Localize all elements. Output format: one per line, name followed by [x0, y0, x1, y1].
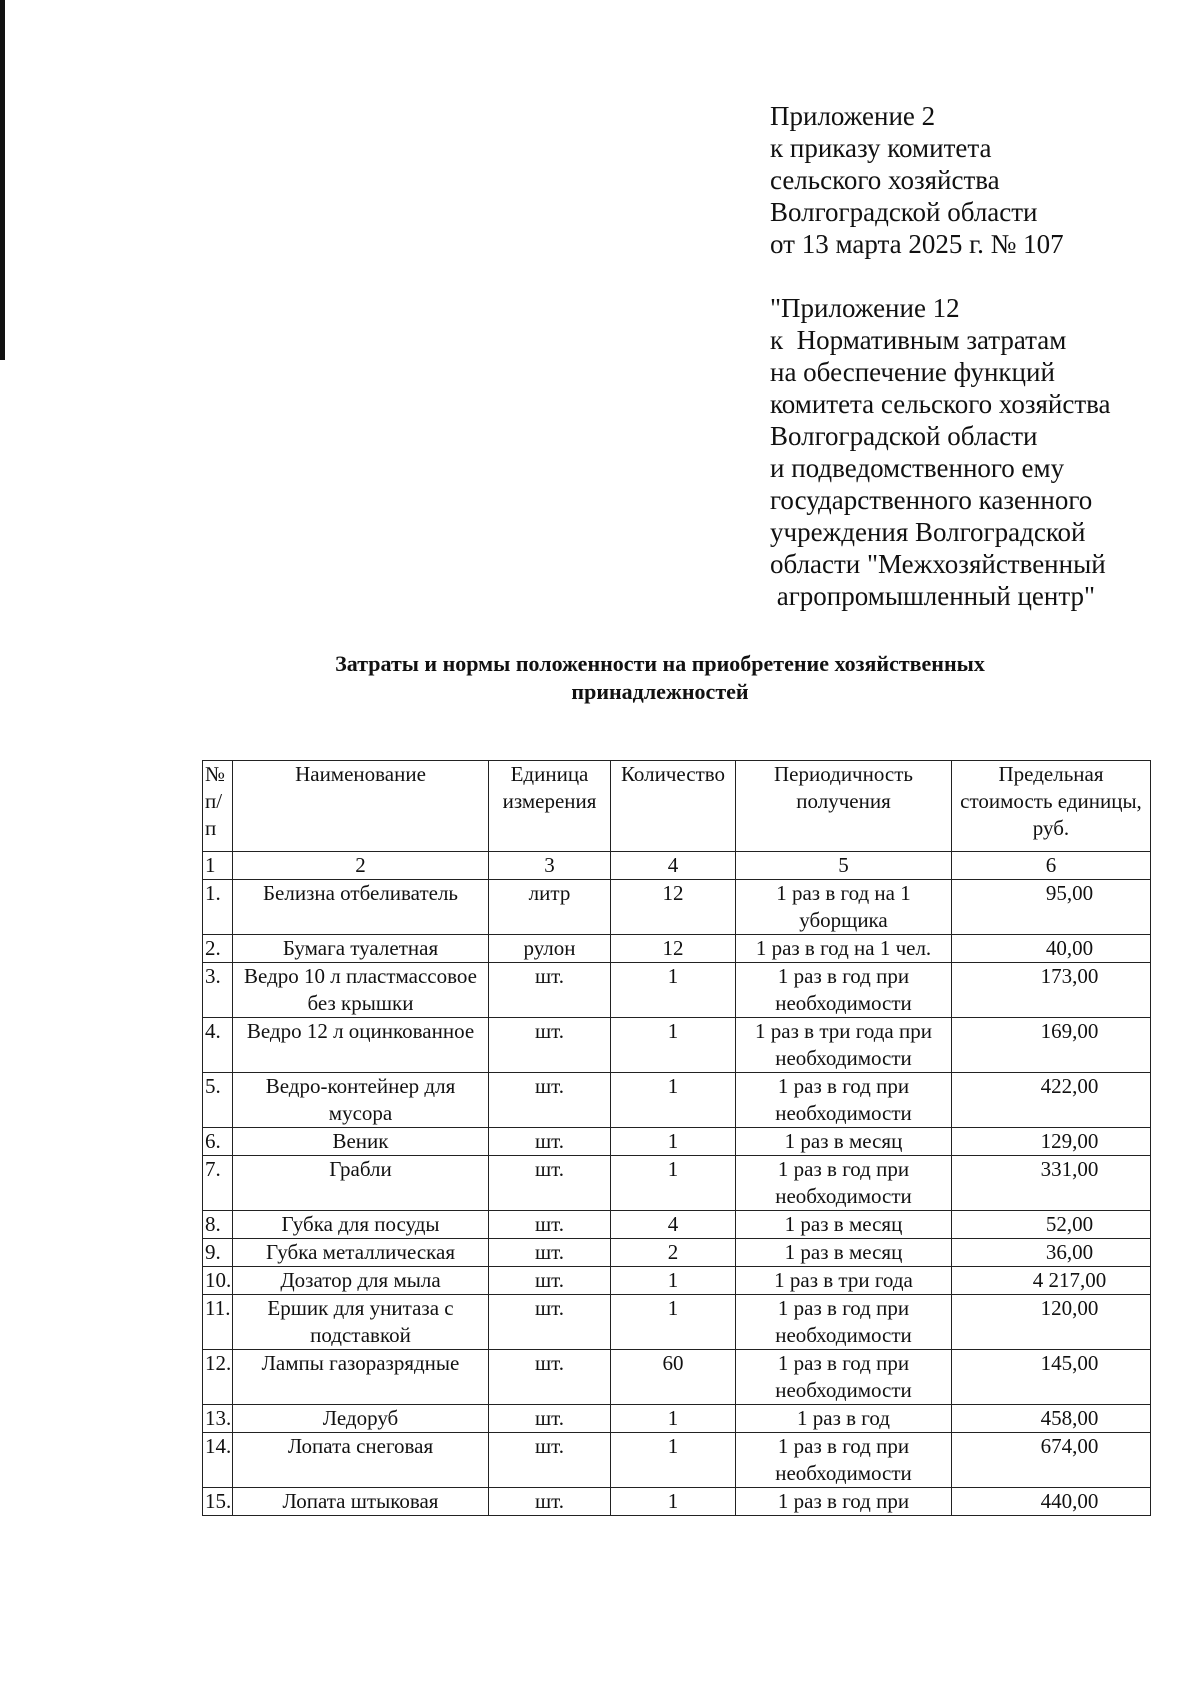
- cell-period: 1 раз в год при необходимости: [736, 1156, 952, 1211]
- cell-period: 1 раз в год на 1 уборщика: [736, 880, 952, 935]
- cell-price: 458,00: [952, 1405, 1151, 1433]
- cell-name: Грабли: [233, 1156, 489, 1211]
- cell-num: 7.: [203, 1156, 233, 1211]
- cell-name: Лопата штыковая: [233, 1488, 489, 1516]
- appendix-header-2-line: на обеспечение функций: [770, 357, 1055, 387]
- cell-qty: 4: [611, 1211, 736, 1239]
- cell-num: 8.: [203, 1211, 233, 1239]
- cell-unit: шт.: [489, 1018, 611, 1073]
- table-row: [203, 1433, 1151, 1488]
- header-period: Периодичность получения: [736, 761, 952, 852]
- index-cell: 2: [233, 852, 489, 880]
- cell-price: 422,00: [952, 1073, 1151, 1128]
- table-row: [203, 1211, 1151, 1239]
- cell-unit: литр: [489, 880, 611, 935]
- appendix-header-2-line: комитета сельского хозяйства: [770, 389, 1111, 419]
- appendix-block: [770, 100, 1190, 612]
- cell-unit: шт.: [489, 1295, 611, 1350]
- cell-unit: шт.: [489, 1405, 611, 1433]
- cell-unit: шт.: [489, 1128, 611, 1156]
- cell-price: 674,00: [952, 1433, 1151, 1488]
- document-title-line-2: принадлежностей: [571, 679, 749, 704]
- cell-period: 1 раз в год при: [736, 1488, 952, 1516]
- cell-num: 9.: [203, 1239, 233, 1267]
- appendix-header-2-line: "Приложение 12: [770, 293, 960, 323]
- cell-price: 52,00: [952, 1211, 1151, 1239]
- header-name: Наименование: [233, 761, 489, 852]
- appendix-header-1-line: Приложение 2: [770, 101, 936, 131]
- cell-period: 1 раз в год при необходимости: [736, 1073, 952, 1128]
- appendix-header-1-line: к приказу комитета: [770, 133, 992, 163]
- header-price: Предельная стоимость единицы, руб.: [952, 761, 1151, 852]
- cell-period: 1 раз в год: [736, 1405, 952, 1433]
- cell-unit: рулон: [489, 935, 611, 963]
- cell-price: 120,00: [952, 1295, 1151, 1350]
- cell-qty: 60: [611, 1350, 736, 1405]
- cell-name: Ведро 10 л пластмассовое без крышки: [233, 963, 489, 1018]
- cell-qty: 12: [611, 880, 736, 935]
- cell-unit: шт.: [489, 1073, 611, 1128]
- cell-period: 1 раз в год на 1 чел.: [736, 935, 952, 963]
- cell-period: 1 раз в месяц: [736, 1239, 952, 1267]
- cell-price: 173,00: [952, 963, 1151, 1018]
- document-title-line-1: Затраты и нормы положенности на приобретение хозяйственных: [335, 651, 985, 676]
- cell-price: 145,00: [952, 1350, 1151, 1405]
- table-row: [203, 1295, 1151, 1350]
- cell-price: 36,00: [952, 1239, 1151, 1267]
- appendix-header-2-line: Волгоградской области: [770, 421, 1038, 451]
- cell-name: Лампы газоразрядные: [233, 1350, 489, 1405]
- cell-period: 1 раз в три года при необходимости: [736, 1018, 952, 1073]
- appendix-header-2-line: государственного казенного: [770, 485, 1093, 515]
- cell-num: 6.: [203, 1128, 233, 1156]
- cell-unit: шт.: [489, 963, 611, 1018]
- cell-qty: 12: [611, 935, 736, 963]
- cell-qty: 1: [611, 1267, 736, 1295]
- cell-num: 14.: [203, 1433, 233, 1488]
- table-row: [203, 1018, 1151, 1073]
- cell-num: 13.: [203, 1405, 233, 1433]
- table-row: [203, 1405, 1151, 1433]
- cell-period: 1 раз в месяц: [736, 1211, 952, 1239]
- index-cell: 1: [203, 852, 233, 880]
- appendix-header-2-line: учреждения Волгоградской: [770, 517, 1086, 547]
- table-row: [203, 1350, 1151, 1405]
- appendix-header-2: [770, 292, 1190, 612]
- cell-period: 1 раз в год при необходимости: [736, 963, 952, 1018]
- cell-unit: шт.: [489, 1211, 611, 1239]
- table-row: [203, 1267, 1151, 1295]
- table-row: [203, 935, 1151, 963]
- cell-qty: 1: [611, 1405, 736, 1433]
- cell-price: 4 217,00: [952, 1267, 1151, 1295]
- cell-price: 331,00: [952, 1156, 1151, 1211]
- cell-name: Дозатор для мыла: [233, 1267, 489, 1295]
- appendix-header-2-line: к Нормативным затратам: [770, 325, 1067, 355]
- document-title: [260, 650, 1060, 706]
- cell-qty: 1: [611, 1156, 736, 1211]
- cell-name: Ледоруб: [233, 1405, 489, 1433]
- cell-name: Губка для посуды: [233, 1211, 489, 1239]
- appendix-header-2-line: области "Межхозяйственный: [770, 549, 1106, 579]
- cell-unit: шт.: [489, 1239, 611, 1267]
- cell-name: Губка металлическая: [233, 1239, 489, 1267]
- cell-period: 1 раз в год при необходимости: [736, 1350, 952, 1405]
- cell-period: 1 раз в три года: [736, 1267, 952, 1295]
- appendix-header-2-line: агропромышленный центр": [770, 581, 1095, 611]
- table-row: [203, 1156, 1151, 1211]
- cell-price: 95,00: [952, 880, 1151, 935]
- cell-num: 12.: [203, 1350, 233, 1405]
- cell-unit: шт.: [489, 1488, 611, 1516]
- cell-period: 1 раз в месяц: [736, 1128, 952, 1156]
- cell-price: 129,00: [952, 1128, 1151, 1156]
- header-num: № п/п: [203, 761, 233, 852]
- index-cell: 3: [489, 852, 611, 880]
- appendix-header-1: [770, 100, 1190, 260]
- header-qty: Количество: [611, 761, 736, 852]
- cell-num: 10.: [203, 1267, 233, 1295]
- cell-num: 5.: [203, 1073, 233, 1128]
- cell-num: 1.: [203, 880, 233, 935]
- cell-name: Белизна отбеливатель: [233, 880, 489, 935]
- cell-qty: 1: [611, 1295, 736, 1350]
- table-row: [203, 880, 1151, 935]
- cell-period: 1 раз в год при необходимости: [736, 1295, 952, 1350]
- appendix-header-1-line: сельского хозяйства: [770, 165, 1000, 195]
- cell-qty: 2: [611, 1239, 736, 1267]
- cell-unit: шт.: [489, 1267, 611, 1295]
- cell-qty: 1: [611, 963, 736, 1018]
- cell-unit: шт.: [489, 1156, 611, 1211]
- cell-name: Ведро-контейнер для мусора: [233, 1073, 489, 1128]
- appendix-header-1-line: Волгоградской области: [770, 197, 1038, 227]
- cell-num: 11.: [203, 1295, 233, 1350]
- cell-unit: шт.: [489, 1350, 611, 1405]
- supplies-table: [202, 760, 1151, 1516]
- cell-qty: 1: [611, 1018, 736, 1073]
- cell-price: 169,00: [952, 1018, 1151, 1073]
- cell-name: Веник: [233, 1128, 489, 1156]
- cell-qty: 1: [611, 1488, 736, 1516]
- cell-num: 4.: [203, 1018, 233, 1073]
- column-index-row: [203, 852, 1151, 880]
- table-row: [203, 963, 1151, 1018]
- table-row: [203, 1073, 1151, 1128]
- cell-num: 3.: [203, 963, 233, 1018]
- table-row: [203, 1128, 1151, 1156]
- cell-name: Лопата снеговая: [233, 1433, 489, 1488]
- index-cell: 6: [952, 852, 1151, 880]
- cell-period: 1 раз в год при необходимости: [736, 1433, 952, 1488]
- appendix-header-1-line: от 13 марта 2025 г. № 107: [770, 229, 1064, 259]
- table-header-row: [203, 761, 1151, 852]
- table-row: [203, 1488, 1151, 1516]
- cell-name: Бумага туалетная: [233, 935, 489, 963]
- cell-qty: 1: [611, 1433, 736, 1488]
- index-cell: 4: [611, 852, 736, 880]
- index-cell: 5: [736, 852, 952, 880]
- header-unit: Единица измерения: [489, 761, 611, 852]
- cell-qty: 1: [611, 1073, 736, 1128]
- cell-price: 40,00: [952, 935, 1151, 963]
- cell-num: 15.: [203, 1488, 233, 1516]
- cell-unit: шт.: [489, 1433, 611, 1488]
- cell-num: 2.: [203, 935, 233, 963]
- cell-name: Ершик для унитаза с подставкой: [233, 1295, 489, 1350]
- table-row: [203, 1239, 1151, 1267]
- cell-price: 440,00: [952, 1488, 1151, 1516]
- cell-name: Ведро 12 л оцинкованное: [233, 1018, 489, 1073]
- cell-qty: 1: [611, 1128, 736, 1156]
- appendix-header-2-line: и подведомственного ему: [770, 453, 1065, 483]
- scan-edge-mark: [0, 0, 5, 360]
